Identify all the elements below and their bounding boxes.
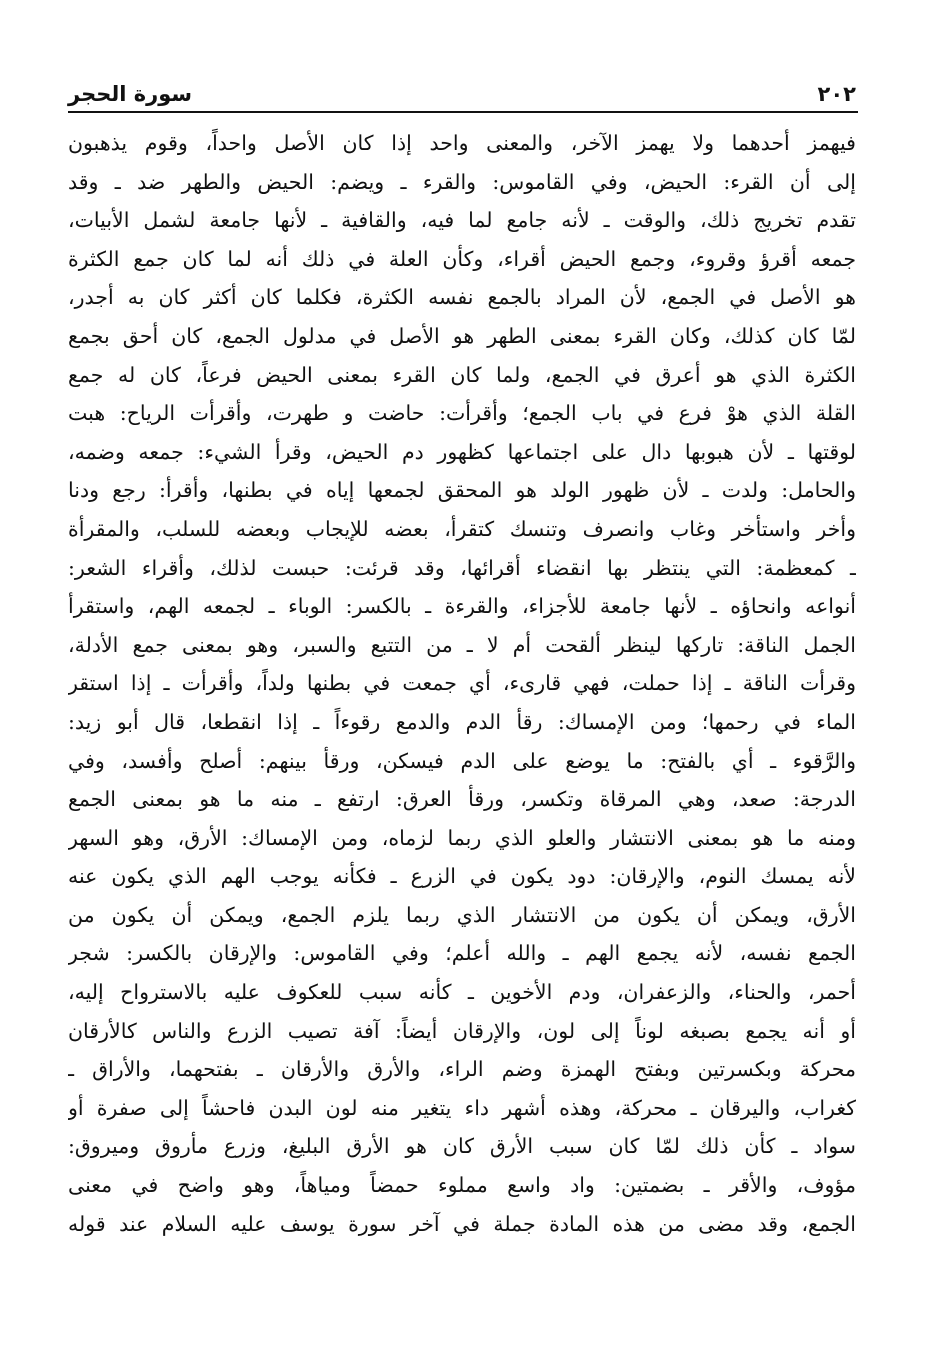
text-line: الدرجة: صعد، وهي المرقاة وتكسر، ورقأ العرق: ارتفع ـ منه ما هو بمعنى الجمع bbox=[68, 787, 856, 812]
text-line: لأنه يمسك النوم، والإرقان: دود يكون في الزرع ـ فكأنه يوجب الهم الذي يكون عنه bbox=[68, 864, 856, 889]
text-line: وقرأت الناقة ـ إذا حملت، فهي قارىء، أي جمعت في بطنها ولداً، وأقرأت ـ إذا استقر bbox=[68, 671, 856, 696]
text-line: كغراب، واليرقان ـ محركة، وهذه أشهر داء يتغير منه لون البدن فاحشاً إلى صفرة أو bbox=[68, 1095, 856, 1120]
text-line: محركة وبكسرتين وبفتح الهمزة وضم الراء، والأرق والأرقان ـ بفتحهما، والأراق ـ bbox=[68, 1057, 856, 1082]
text-line: والحامل: ولدت ـ لأن ظهور الولد هو المحقق لجمعها إياه في بطنها، وأقرأ: رجع ودنا bbox=[68, 478, 856, 503]
running-header bbox=[68, 72, 856, 106]
text-line: الجمع نفسه، لأنه يجمع الهم ـ والله أعلم؛ وفي القاموس: والإرقان بالكسر: شجر bbox=[68, 941, 856, 966]
text-line: فيهمز أحدهما ولا يهمز الآخر، والمعنى واحد إذا كان الأصل واحداً، وقوم يذهبون bbox=[68, 131, 856, 155]
text-line: والرَّقوء ـ أي بالفتح: ما يوضع على الدم فيسكن، ورقأ بينهم: أصلح وأفسد، وفي bbox=[68, 748, 856, 773]
text-line: أو أنه يجمع بصبغه لوناً إلى لون، والإرقان أيضاً: آفة تصيب الزرع والناس كالأرقان bbox=[68, 1018, 856, 1043]
text-line: الأرق، ويمكن أن يكون من الانتشار الذي ربما يلزم الجمع، ويمكن أن يكون من bbox=[68, 902, 856, 927]
text-line: القلة الذي هوْ فرع في باب الجمع؛ وأقرأت: حاضت و طهرت، وأقرأت الرياح: هبت bbox=[68, 401, 856, 426]
text-line: هو الأصل في الجمع، لأن المراد بالجمع نفسه الكثرة، فكلما كان أكثر كان به أجدر، bbox=[68, 285, 856, 310]
text-line: الكثرة الذي هو أعرق في الجمع، ولما كان القرء بمعنى الحيض فرعاً، كان له جمع bbox=[68, 362, 856, 387]
text-line: لوقتها ـ لأن هبوبها دال على اجتماعها كظهور دم الحيض، وقرأ الشيء: جمعه وضمه، bbox=[68, 439, 856, 464]
text-line: سواد ـ كأن ذلك لمّا كان سبب الأرق كان هو الأرق البليغ، وزرع مأروق وميروق: bbox=[68, 1134, 856, 1159]
text-line: ـ كمعظمة: التي ينتظر بها انقضاء أقرائها، وقد قرئت: حبست لذلك، وأقراء الشعر: bbox=[68, 555, 856, 580]
text-line: لمّا كان كذلك، وكان القرء بمعنى الطهر هو الأصل في مدلول الجمع، كان أحق بجمع bbox=[68, 323, 856, 348]
text-line: وأخر واستأخر وغاب وانصرف وتنسك كتقرأ، بعضه للإيجاب وبعضه للسلب، والمقرأة bbox=[68, 516, 856, 541]
page-number: ٢٠٢ bbox=[817, 82, 856, 106]
text-line: تقدم تخريج ذلك، والوقت ـ لأنه جامع لما فيه، والقافية ـ لأنها جامعة لشمل الأبيات، bbox=[68, 208, 856, 233]
text-line: ومنه ما هو بمعنى الانتشار والعلو الذي ربما لزماه، ومن الإمساك: الأرق، وهو السهر bbox=[68, 825, 856, 850]
body-text bbox=[68, 124, 856, 1243]
text-line: مؤوف، والأقر ـ بضمتين: واد واسع مملوء حمضاً ومياهاً، وهو واضح في معنى bbox=[68, 1173, 856, 1198]
text-line: جمعه أقرؤ وقروء، وجمع الحيض أقراء، وكأن العلة في ذلك أنه لما كان جمع الكثرة bbox=[68, 246, 856, 271]
chapter-title: سورة الحجر bbox=[68, 82, 193, 106]
text-line: أحمر، والحناء، والزعفران، ودم الأخوين ـ كأنه سبب للعكوف عليه بالاسترواح إليه، bbox=[68, 980, 856, 1005]
header-divider bbox=[68, 111, 858, 113]
text-line: الجمل الناقة: تاركها لينظر ألقحت أم لا ـ من التتبع والسبر، وهو بمعنى جمع الأدلة، bbox=[68, 632, 856, 657]
text-line: إلى أن القرء: الحيض، وفي القاموس: والقرء ـ ويضم: الحيض والطهر ضد ـ وقد bbox=[68, 169, 856, 194]
text-line: أنواعه وانحاؤه ـ لأنها جامعة للأجزاء، والقرءة ـ بالكسر: الوباء ـ لجمعه الهم، واستقرأ bbox=[68, 594, 856, 619]
text-line: الماء في رحمها؛ ومن الإمساك: رقأ الدم والدمع رقوءاً ـ إذا انقطعا، قال أبو زيد: bbox=[68, 709, 856, 734]
text-line: الجمع، وقد مضى من هذه المادة جملة في آخر سورة يوسف عليه السلام عند قوله bbox=[68, 1211, 856, 1236]
